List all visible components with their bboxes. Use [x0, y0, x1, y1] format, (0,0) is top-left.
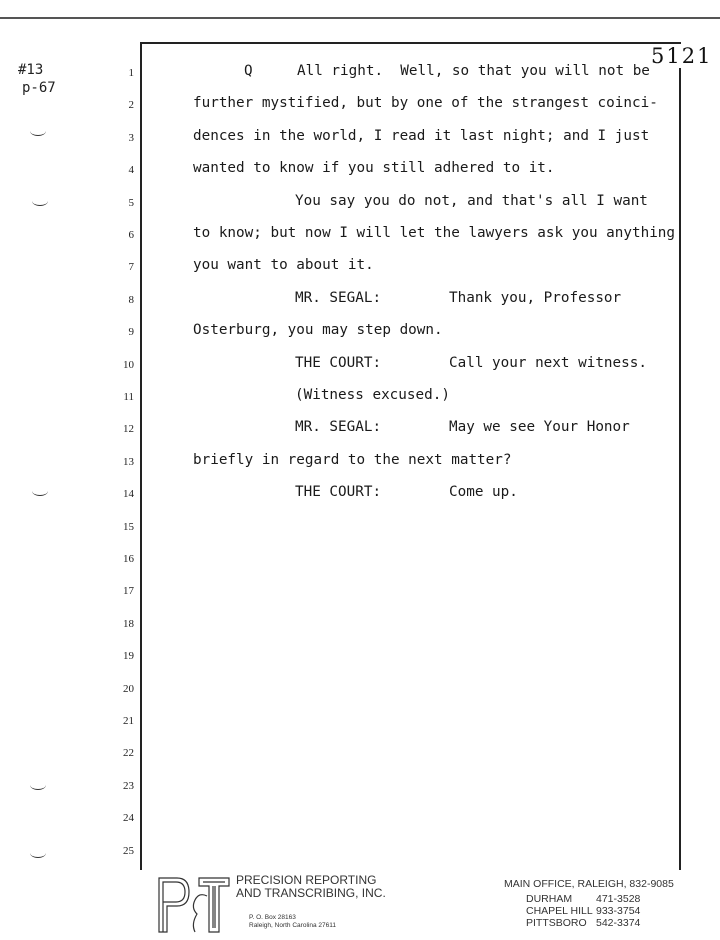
margin-tick-mark — [30, 848, 46, 858]
transcript-text: (Witness excused.) — [295, 387, 450, 403]
line-number: 2 — [128, 99, 134, 112]
margin-tick-mark — [32, 486, 48, 496]
branch-phone: 542-3374 — [596, 917, 641, 929]
line-number: 20 — [123, 682, 134, 695]
transcript-text: Osterburg, you may step down. — [193, 322, 443, 339]
line-number: 16 — [123, 553, 134, 565]
line-number: 8 — [128, 293, 134, 306]
transcript-text: further mystified, but by one of the strangest coinci- — [193, 95, 658, 112]
page-number: 5121 — [648, 44, 715, 68]
line-number: 18 — [123, 617, 134, 630]
line-number: 15 — [123, 520, 134, 533]
address-line2: Raleigh, North Carolina 27611 — [249, 922, 336, 929]
transcript-text: THE COURT: — [295, 354, 382, 371]
company-name-line1: PRECISION REPORTING — [236, 873, 377, 887]
transcript-text: Come up. — [449, 484, 518, 501]
transcript-text: May we see Your Honor — [449, 419, 630, 436]
footer — [0, 870, 720, 940]
company-name-line2: AND TRANSCRIBING, INC. — [236, 886, 386, 900]
transcript-text: briefly in regard to the next matter? — [193, 451, 512, 468]
branch-phones — [596, 893, 640, 929]
transcript-text: THE COURT: — [295, 484, 382, 501]
line-number: 22 — [123, 747, 134, 760]
branch-phone: 933-3754 — [596, 905, 641, 917]
transcript-text: Thank you, Professor — [449, 289, 622, 306]
transcript-text: Call your next witness. — [449, 354, 647, 371]
transcript-text: Q — [244, 63, 253, 79]
transcript-text: All right. Well, so that you will not be — [297, 63, 650, 79]
line-number: 10 — [123, 358, 134, 371]
line-number: 11 — [123, 391, 134, 403]
line-number: 23 — [123, 779, 134, 792]
branch-city: CHAPEL HILL — [526, 905, 593, 917]
margin-tick-mark — [32, 196, 48, 206]
branch-cities — [526, 893, 593, 929]
page-reference: p-67 — [22, 80, 56, 96]
line-number: 17 — [123, 585, 134, 598]
transcript-text: MR. SEGAL: — [295, 289, 382, 306]
line-number: 1 — [128, 67, 134, 79]
exhibit-number: #13 — [18, 62, 44, 78]
line-number: 19 — [123, 650, 134, 663]
margin-tick-mark — [30, 126, 46, 136]
transcript-text: wanted to know if you still adhered to it. — [193, 160, 555, 177]
transcript-text: You say you do not, and that's all I want — [295, 192, 648, 209]
transcript-text: dences in the world, I read it last night; and I just — [193, 127, 650, 144]
transcript-text: MR. SEGAL: — [295, 419, 382, 436]
company-address — [249, 914, 336, 930]
line-number: 3 — [128, 131, 134, 144]
line-number: 24 — [123, 812, 134, 825]
line-number: 13 — [123, 455, 134, 468]
line-number: 4 — [128, 164, 134, 177]
line-number: 9 — [128, 326, 134, 339]
branch-city: PITTSBORO — [526, 917, 587, 929]
line-number: 6 — [128, 229, 134, 241]
transcript-text: to know; but now I will let the lawyers ask you anything — [193, 225, 676, 241]
line-number: 21 — [123, 715, 134, 727]
company-logo — [155, 874, 231, 934]
line-number: 25 — [123, 844, 134, 857]
line-number: 12 — [123, 423, 134, 436]
margin-tick-mark — [30, 780, 46, 790]
line-number: 14 — [123, 488, 134, 501]
main-office: MAIN OFFICE, RALEIGH, 832-9085 — [504, 878, 674, 890]
line-number: 5 — [128, 196, 134, 209]
branch-city: DURHAM — [526, 893, 573, 905]
company-name — [236, 874, 386, 900]
transcript-text: you want to about it. — [193, 257, 374, 274]
top-rule — [0, 17, 720, 19]
line-number: 7 — [128, 261, 134, 274]
address-line1: P. O. Box 28163 — [249, 914, 296, 921]
branch-phone: 471-3528 — [596, 893, 641, 905]
